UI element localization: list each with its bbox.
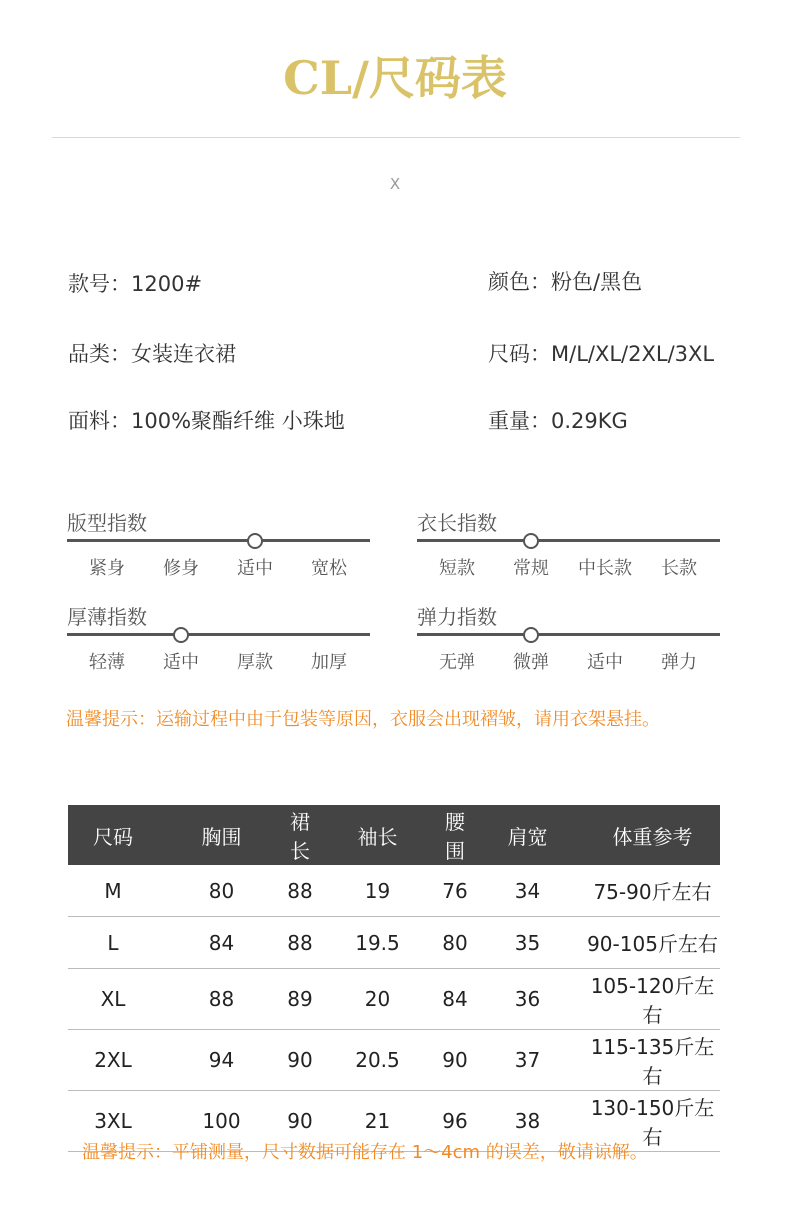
cell: 20.5 — [315, 1030, 440, 1091]
scale-thickness-labels — [70, 648, 366, 674]
cell: 35 — [470, 917, 585, 969]
scale-thickness-label: 适中 — [163, 652, 199, 673]
scale-length-labels — [420, 554, 716, 580]
cell: L — [68, 917, 158, 969]
scale-fit-labels — [70, 554, 366, 580]
cell: 37 — [470, 1030, 585, 1091]
scale-fit-label: 修身 — [163, 558, 199, 579]
table-row — [68, 1030, 720, 1091]
scale-stretch-label: 弹力 — [661, 652, 697, 673]
header-waist: 腰围 — [440, 805, 470, 865]
cell: 130-150斤左右 — [585, 1091, 720, 1152]
header-weight-ref: 体重参考 — [585, 805, 720, 865]
cell: 90 — [440, 1030, 470, 1091]
cell: 84 — [440, 969, 470, 1030]
scale-fit-label: 宽松 — [311, 558, 347, 579]
cell: 80 — [158, 865, 285, 917]
scale-stretch-label: 无弹 — [439, 652, 475, 673]
cell: 20 — [315, 969, 440, 1030]
cell: 105-120斤左右 — [585, 969, 720, 1030]
scale-fit-label: 适中 — [237, 558, 273, 579]
cell: 90 — [285, 1030, 315, 1091]
header-dress-length: 裙长 — [285, 805, 315, 865]
size-table — [68, 805, 720, 1152]
scale-fit-title: 版型指数 — [67, 511, 147, 535]
info-weight: 重量：0.29KG — [488, 409, 628, 433]
scale-thickness-label: 轻薄 — [89, 652, 125, 673]
scale-length-label: 中长款 — [578, 558, 632, 579]
cell: 88 — [285, 917, 315, 969]
cell: 75-90斤左右 — [585, 865, 720, 917]
scale-length-knob — [523, 533, 539, 549]
header-shoulder: 肩宽 — [470, 805, 585, 865]
scale-stretch-track — [417, 633, 720, 636]
table-row — [68, 917, 720, 969]
cell: 90-105斤左右 — [585, 917, 720, 969]
cell: 80 — [440, 917, 470, 969]
cell: XL — [68, 969, 158, 1030]
cell: 88 — [285, 865, 315, 917]
scale-length-track — [417, 539, 720, 542]
page-title: CL/尺码表 — [283, 51, 507, 105]
scale-fit-track — [67, 539, 370, 542]
scale-thickness-label: 加厚 — [311, 652, 347, 673]
scale-length-title: 衣长指数 — [417, 511, 497, 535]
cell: 88 — [158, 969, 285, 1030]
cell: 89 — [285, 969, 315, 1030]
info-fabric: 面料：100%聚酯纤维 小珠地 — [68, 409, 345, 433]
cell: 90 — [285, 1091, 315, 1152]
scale-thickness-track — [67, 633, 370, 636]
cell: M — [68, 865, 158, 917]
cell: 38 — [470, 1091, 585, 1152]
cell: 34 — [470, 865, 585, 917]
table-row — [68, 969, 720, 1030]
cell: 115-135斤左右 — [585, 1030, 720, 1091]
table-row — [68, 865, 720, 917]
scale-stretch-labels — [420, 648, 716, 674]
scale-stretch-knob — [523, 627, 539, 643]
scale-stretch-label: 适中 — [587, 652, 623, 673]
measurement-tip: 温馨提示：平铺测量，尺寸数据可能存在 1～4cm 的误差，敬请谅解。 — [82, 1142, 648, 1163]
scale-length-label: 短款 — [439, 558, 475, 579]
scale-thickness-title: 厚薄指数 — [67, 605, 147, 629]
scale-fit-label: 紧身 — [89, 558, 125, 579]
scale-stretch-title: 弹力指数 — [417, 605, 497, 629]
info-style-no: 款号：1200# — [68, 272, 203, 296]
cell: 2XL — [68, 1030, 158, 1091]
shipping-tip: 温馨提示：运输过程中由于包装等原因，衣服会出现褶皱，请用衣架悬挂。 — [66, 709, 660, 730]
cell: 36 — [470, 969, 585, 1030]
scale-length-label: 常规 — [513, 558, 549, 579]
header-bust: 胸围 — [158, 805, 285, 865]
cell: 19 — [315, 865, 440, 917]
scale-thickness-knob — [173, 627, 189, 643]
cell: 19.5 — [315, 917, 440, 969]
cell: 100 — [158, 1091, 285, 1152]
header-sleeve: 袖长 — [315, 805, 440, 865]
info-category: 品类：女装连衣裙 — [68, 342, 236, 366]
cell: 96 — [440, 1091, 470, 1152]
cell: 21 — [315, 1091, 440, 1152]
scale-stretch-label: 微弹 — [513, 652, 549, 673]
cell: 94 — [158, 1030, 285, 1091]
size-table-header — [68, 805, 720, 865]
scale-thickness-label: 厚款 — [237, 652, 273, 673]
cell: 3XL — [68, 1091, 158, 1152]
cell: 76 — [440, 865, 470, 917]
scale-length-label: 长款 — [661, 558, 697, 579]
info-sizes: 尺码：M/L/XL/2XL/3XL — [488, 342, 715, 366]
close-mark: X — [389, 175, 401, 193]
info-color: 颜色：粉色/黑色 — [488, 270, 643, 294]
scale-fit-knob — [247, 533, 263, 549]
cell: 84 — [158, 917, 285, 969]
header-size: 尺码 — [68, 805, 158, 865]
title-divider — [52, 137, 740, 138]
